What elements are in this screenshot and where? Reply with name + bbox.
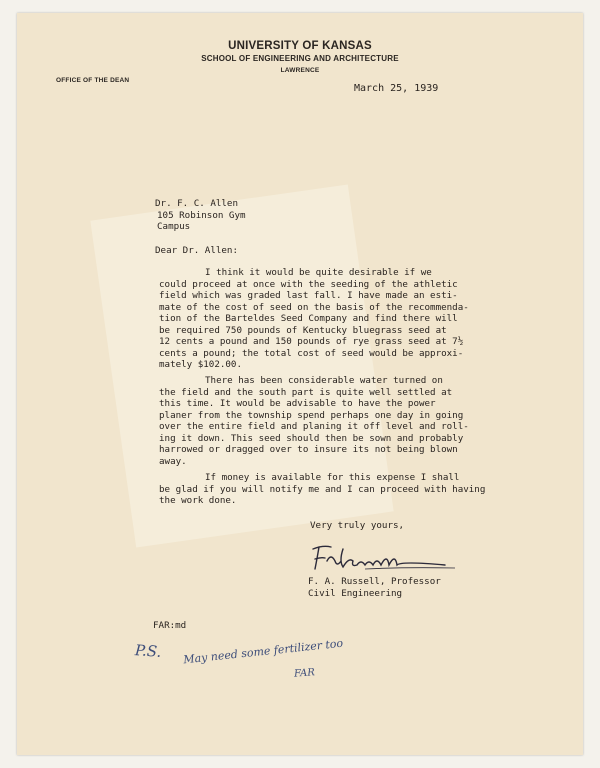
paragraph-line: planer from the township spend perhaps one day in going (159, 409, 464, 421)
paragraph-line: be required 750 pounds of Kentucky bluegrass seed at (159, 324, 447, 336)
postscript-initials: FAR (293, 667, 316, 680)
paragraph-line: be glad if you will notify me and I can proceed with having (159, 483, 486, 495)
signer-name: F. A. Russell, Professor (308, 576, 441, 587)
letterhead-office: OFFICE OF THE DEAN (56, 77, 130, 84)
recipient-name: Dr. F. C. Allen (155, 198, 238, 209)
paragraph-line: harrowed or dragged over to insure its not being blown (159, 444, 458, 455)
paragraph-line: could proceed at once with the seeding of the athletic (159, 278, 458, 290)
paragraph-line: mate of the cost of seed on the basis of the recommenda- (159, 301, 469, 313)
paragraph-2 (159, 375, 469, 467)
recipient-address: 105 Robinson Gym (157, 209, 246, 221)
paragraph-line: tion of the Barteldes Seed Company and find there will (159, 313, 458, 324)
letter-page (17, 13, 583, 755)
paragraph-line: over the entire field and planing it off level and roll- (159, 421, 469, 432)
paragraph-line: field which was graded last fall. I have made an esti- (159, 290, 458, 301)
paragraph-line: away. (159, 455, 187, 467)
paragraph-line: I think it would be quite desirable if we (205, 267, 432, 278)
letterhead-university: UNIVERSITY OF KANSAS (228, 40, 372, 52)
paragraph-line: 12 cents a pound and 150 pounds of rye grass seed at 7½ (159, 336, 464, 347)
reference-initials: FAR:md (153, 620, 187, 631)
paragraph-line: the work done. (159, 495, 237, 506)
paragraph-line: If money is available for this expense I shall (205, 472, 460, 483)
letter-date: March 25, 1939 (354, 83, 439, 94)
salutation: Dear Dr. Allen: (155, 245, 238, 256)
paragraph-line: cents a pound; the total cost of seed would be approxi- (159, 347, 464, 359)
recipient-block (155, 198, 246, 233)
signature-image (305, 539, 455, 579)
paragraph-3 (159, 472, 485, 507)
paragraph-line: mately $102.00. (159, 359, 242, 370)
paragraph-line: the field and the south part is quite well settled at (159, 386, 453, 398)
letterhead-city: LAWRENCE (280, 67, 320, 74)
letterhead-school: SCHOOL OF ENGINEERING AND ARCHITECTURE (201, 54, 399, 63)
paragraph-line: There has been considerable water turned on (205, 375, 443, 386)
recipient-location: Campus (157, 221, 191, 232)
signer-block (308, 576, 441, 599)
paragraph-line: this time. It would be advisable to have the power (159, 398, 436, 409)
paragraph-line: ing it down. This seed should then be sown and probably (159, 432, 464, 444)
signer-department: Civil Engineering (308, 587, 403, 599)
postscript-text: May need some fertilizer too (182, 636, 344, 667)
closing: Very truly yours, (310, 520, 405, 531)
paragraph-1 (159, 267, 469, 371)
postscript-ps: P.S. (134, 641, 162, 661)
